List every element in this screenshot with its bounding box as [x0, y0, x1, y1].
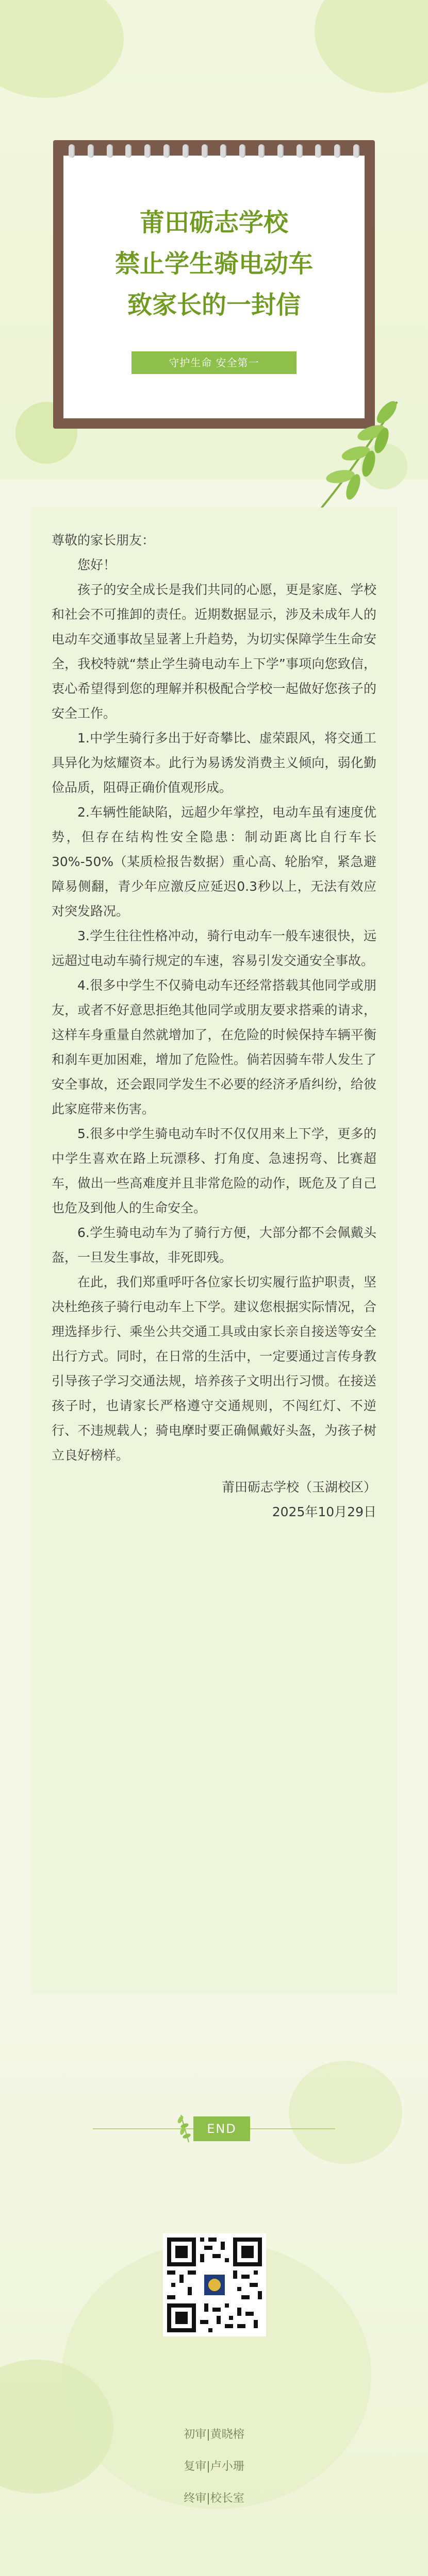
binder-ring-icon [144, 144, 151, 158]
decor-blob [289, 2061, 402, 2164]
qr-code-icon [163, 2233, 266, 2336]
page-title [63, 202, 365, 326]
binder-ring-icon [125, 144, 131, 158]
review-line: 终审|校长室 [184, 2492, 244, 2505]
letter-date: 2025年10月29日 [272, 1504, 376, 1519]
binder-ring-icon [88, 144, 94, 158]
title-line: 莆田砺志学校 [139, 208, 288, 237]
letter-body [52, 528, 376, 1524]
letter-paragraph: 6.学生骑电动车为了骑行方便，大部分都不会佩戴头盔，一旦发生事故，非死即残。 [52, 1225, 376, 1265]
end-badge: END [193, 2116, 250, 2141]
binder-ring-icon [277, 144, 284, 158]
binder-ring-icon [258, 144, 265, 158]
title-card [63, 156, 365, 418]
binder-ring-icon [315, 144, 321, 158]
binder-ring-icon [334, 144, 340, 158]
header-banner [0, 0, 428, 479]
letter-panel [31, 507, 397, 1994]
binder-ring-icon [69, 144, 75, 158]
leaf-sprig-icon [173, 2112, 194, 2143]
leaf-branch-icon [309, 392, 407, 515]
letter-salute: 您好！ [77, 557, 117, 572]
review-line: 复审|卢小珊 [184, 2460, 244, 2473]
binder-ring-icon [220, 144, 226, 158]
binder-ring-icon [183, 144, 189, 158]
binder-ring-icon [163, 144, 170, 158]
binder-rings [69, 144, 359, 159]
slogan-badge: 守护生命 安全第一 [131, 351, 297, 374]
letter-paragraph: 在此，我们郑重呼吁各位家长切实履行监护职责，坚决杜绝孩子骑行电动车上下学。建议您根据实际情况，合理选择步行、乘坐公共交通工具或由家长亲自接送等安全出行方式。同时，在日常的生活中，一定要通过言传身教引导孩子学习交通法规，培养孩子文明出行习惯。在接送孩子时，也请家长严格遵守交通规则，不闯红灯、不逆行、不违规载人；骑电摩时要正确佩戴好头盔，为孩子树立良好榜样。 [52, 1275, 376, 1463]
letter-signature: 莆田砺志学校（玉湖校区） [221, 1480, 376, 1495]
letter-paragraph: 1.中学生骑行多出于好奇攀比、虚荣跟风，将交通工具异化为炫耀资本。此行为易诱发消费主义倾向，弱化勤俭品质，阻碍正确价值观形成。 [52, 731, 376, 795]
title-line: 禁止学生骑电动车 [114, 249, 313, 278]
review-credits [0, 2419, 428, 2515]
letter-greeting: 尊敬的家长朋友： [52, 533, 155, 548]
binder-ring-icon [353, 144, 359, 158]
letter-paragraph: 5.很多中学生骑电动车时不仅仅用来上下学，更多的中学生喜欢在路上玩漂移、打角度、急速拐弯、比赛超车，做出一些高难度并且非常危险的动作，既危及了自己也危及到他人的生命安全。 [52, 1126, 376, 1215]
binder-ring-icon [239, 144, 245, 158]
title-line: 致家长的一封信 [127, 291, 301, 319]
letter-paragraph: 3.学生往往性格冲动，骑行电动车一般车速很快，远远超过电动车骑行规定的车速，容易引发交通安全事故。 [52, 928, 376, 968]
binder-ring-icon [297, 144, 303, 158]
binder-ring-icon [107, 144, 113, 158]
decor-blob [315, 0, 428, 93]
decor-blob [0, 0, 124, 98]
letter-paragraph: 4.很多中学生不仅骑电动车还经常搭载其他同学或朋友，或者不好意思拒绝其他同学或朋友要求搭乘的请求，这样车身重量自然就增加了，在危险的时候保持车辆平衡和刹车更加困难，增加了危险性。倘若因骑车带人发生了安全事故，还会跟同学发生不必要的经济矛盾纠纷，给彼此家庭带来伤害。 [52, 978, 376, 1116]
letter-paragraph: 孩子的安全成长是我们共同的心愿，更是家庭、学校和社会不可推卸的责任。近期数据显示，涉及未成年人的电动车交通事故呈显著上升趋势，为切实保障学生生命安全，我校特就“禁止学生骑电动车上下学”事项向您致信，衷心希望得到您的理解并积极配合学校一起做好您孩子的安全工作。 [52, 582, 376, 721]
letter-paragraph: 2.车辆性能缺陷，远超少年掌控，电动车虽有速度优势，但存在结构性安全隐患：制动距离比自行车长30%-50%（某质检报告数据）重心高、轮胎窄，紧急避障易侧翻，青少年应激反应延迟0.3秒以上，无法有效应对突发路况。 [52, 805, 376, 919]
qr-code[interactable] [163, 2233, 266, 2336]
binder-ring-icon [202, 144, 208, 158]
title-frame [53, 140, 375, 429]
review-line: 初审|黄晓榕 [184, 2428, 244, 2441]
